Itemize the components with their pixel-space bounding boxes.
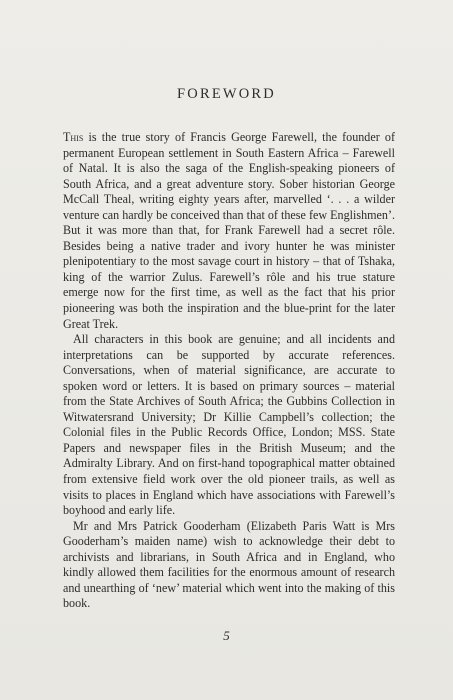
page-number: 5 bbox=[223, 628, 230, 643]
page-heading: FOREWORD bbox=[177, 86, 276, 102]
paragraph-3: Mr and Mrs Patrick Gooderham (Elizabeth Paris Watt is Mrs Gooderham’s maiden name) wish to acknowledge their debt to archivists and librarians, in South Africa and in England, who kindly allowed them facilities for the enormous amount of research and unearthing of ‘new’ material which went into the making of this book. bbox=[63, 518, 395, 611]
paragraph-1-lead: This bbox=[63, 130, 84, 144]
paragraph-2: All characters in this book are genuine; and all incidents and interpretations can be supported by accurate references. Conversations, when of material significance, are accurate to spoken word or letters. It is based on primary sources – material from the State Archives of South Africa; the Gubbins Collection in Witwatersrand University; Dr Killie Campbell’s collection; the Colonial files in the Public Records Office, London; MSS. State Papers and newspaper files in the British Museum; and the Admiralty Library. And on first-hand topographical matter obtained from extensive field work over the old pioneer trails, as well as visits to places in England which have associations with Farewell’s boyhood and early life. bbox=[63, 332, 395, 518]
paragraph-1-text: is the true story of Francis George Farewell, the founder of permanent European settlement in South Eastern Africa – Farewell of Natal. It is also the saga of the English-speaking pioneers of South Africa, and a great adventure story. Sober historian George McCall Theal, writing eighty years after, marvelled ‘. . . a wilder venture can hardly be conceived than that of these few Englishmen’. But it was more than that, for Frank Farewell had a secret rôle. Besides being a native trader and ivory hunter he was minister plenipotentiary to the most savage court in history – that of Tshaka, king of the warrior Zulus. Farewell’s rôle and his true stature emerge now for the first time, as well as the fact that his prior pioneering was both the inspiration and the blue-print for the later Great Trek. bbox=[63, 130, 395, 331]
paragraph-1 bbox=[63, 130, 395, 332]
foreword-body bbox=[63, 130, 395, 612]
